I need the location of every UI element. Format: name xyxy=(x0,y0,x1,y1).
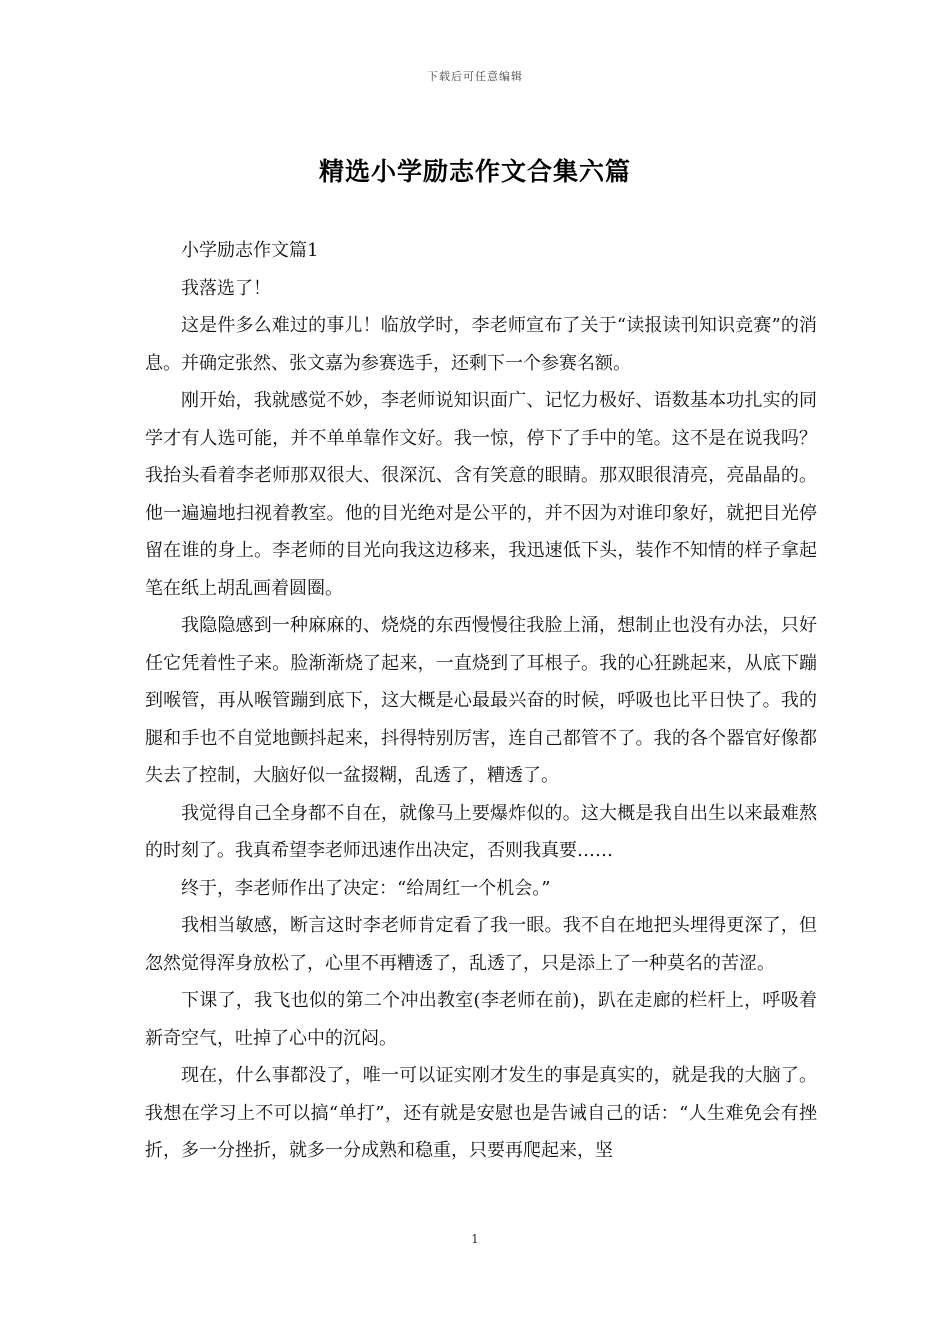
paragraph: 我觉得自己全身都不自在，就像马上要爆炸似的。这大概是我自出生以来最难熬的时刻了。我真希望李老师迅速作出决定，否则我真要…… xyxy=(145,802,817,861)
paragraph: 刚开始，我就感觉不妙，李老师说知识面广、记忆力极好、语数基本功扎实的同学才有人选可能，并不单单靠作文好。我一惊，停下了手中的笔。这不是在说我吗？我抬头看着李老师那双很大、很深沉、含有笑意的眼睛。那双眼很清亮，亮晶晶的。他一遍遍地扫视着教室。他的目光绝对是公平的，并不因为对谁印象好，就把目光停留在谁的身上。李老师的目光向我这边移来，我迅速低下头，装作不知情的样子拿起笔在纸上胡乱画着圆圈。 xyxy=(145,390,817,599)
paragraph: 我隐隐感到一种麻麻的、烧烧的东西慢慢往我脸上涌，想制止也没有办法，只好任它凭着性子来。脸渐渐烧了起来，一直烧到了耳根子。我的心狂跳起来，从底下蹦到喉管，再从喉管蹦到底下，这大概是心最最兴奋的时候，呼吸也比平日快了。我的腿和手也不自觉地颤抖起来，抖得特别厉害，连自己都管不了。我的各个器官好像都失去了控制，大脑好似一盆掇糊，乱透了，糟透了。 xyxy=(145,615,817,786)
paragraph: 我落选了！ xyxy=(181,277,271,299)
paragraph: 下课了，我飞也似的第二个冲出教室(李老师在前)，趴在走廊的栏杆上，呼吸着新奇空气，吐掉了心中的沉闷。 xyxy=(145,990,817,1049)
section-heading: 小学励志作文篇1 xyxy=(181,240,319,261)
document-body xyxy=(145,232,817,1170)
page-number: 1 xyxy=(471,1232,479,1246)
header-note: 下载后可任意编辑 xyxy=(427,70,523,83)
document-title: 精选小学励志作文合集六篇 xyxy=(318,157,631,186)
paragraph: 这是件多么难过的事儿！临放学时，李老师宣布了关于“读报读刊知识竞赛”的消息。并确定张然、张文嘉为参赛选手，还剩下一个参赛名额。 xyxy=(145,315,817,374)
paragraph: 我相当敏感，断言这时李老师肯定看了我一眼。我不自在地把头埋得更深了，但忽然觉得浑身放松了，心里不再糟透了，乱透了，只是添上了一种莫名的苦涩。 xyxy=(145,915,817,974)
paragraph: 终于，李老师作出了决定：“给周红一个机会。” xyxy=(181,877,551,899)
paragraph: 现在，什么事都没了，唯一可以证实刚才发生的事是真实的，就是我的大脑了。我想在学习上不可以搞“单打”，还有就是安慰也是告诫自己的话：“人生难免会有挫折，多一分挫折，就多一分成熟和稳重，只要再爬起来，坚 xyxy=(145,1065,817,1161)
